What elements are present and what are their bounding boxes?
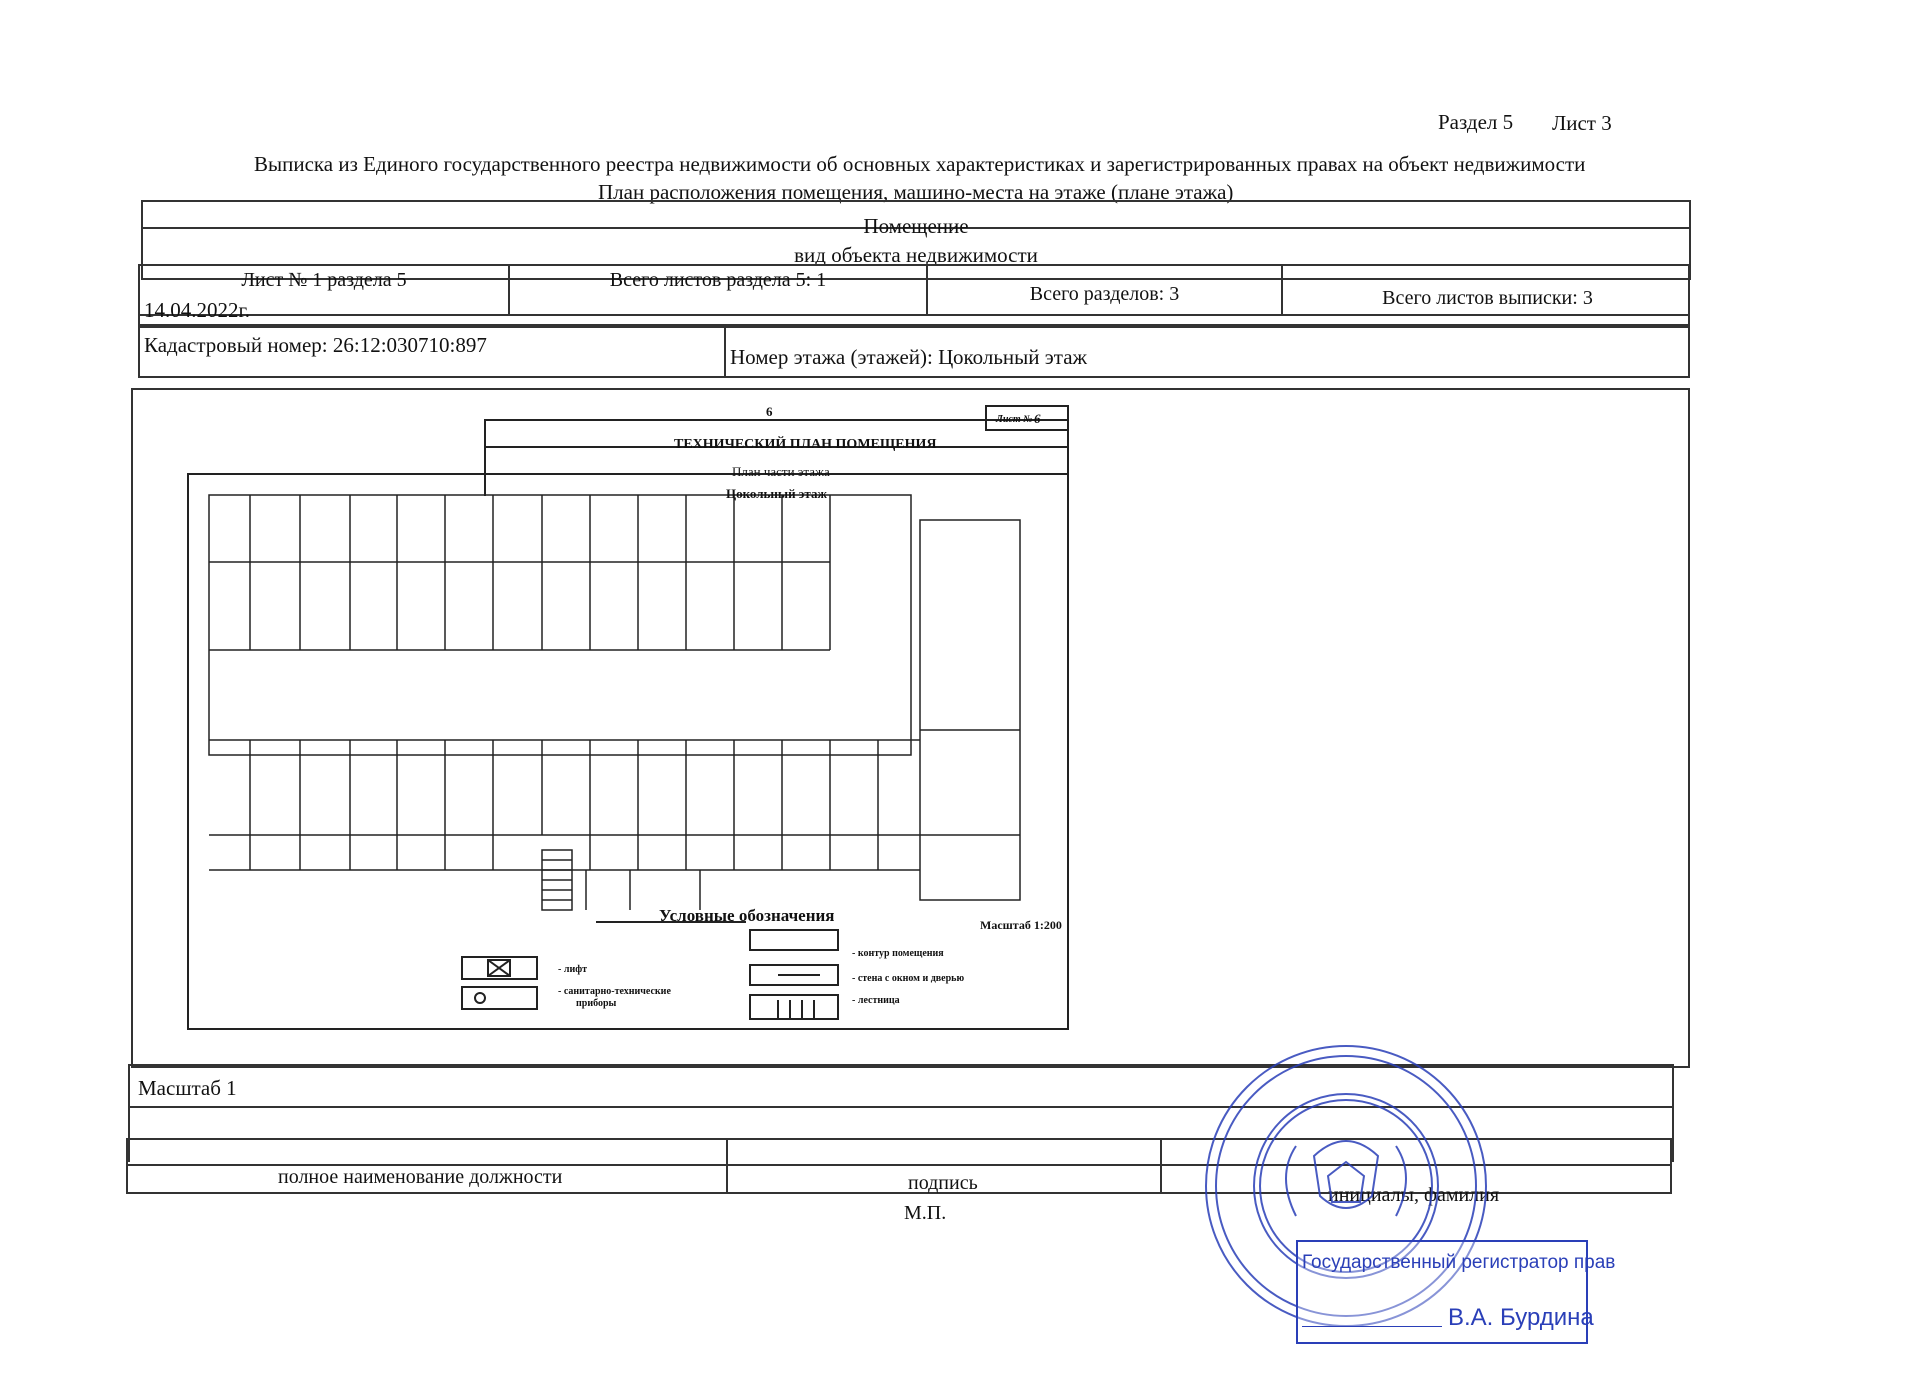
extract-date: 14.04.2022г.	[144, 298, 250, 322]
legend-stairs: - лестница	[852, 995, 900, 1006]
section-label: Раздел 5	[1438, 110, 1514, 134]
cadastral-row	[138, 326, 1690, 378]
total-sections: Всего разделов: 3	[928, 266, 1283, 314]
plan-scale: Масштаб 1:200	[980, 918, 1062, 932]
sheet-number: Лист № 1 раздела 5	[140, 266, 510, 314]
object-name: Помещение	[863, 214, 969, 238]
floor-plan-drawing	[180, 400, 1090, 1040]
legend-sanitary: - санитарно-технические	[558, 986, 671, 997]
plan-sheet-value: 6	[1034, 411, 1041, 426]
sheet-label: Лист 3	[1552, 111, 1612, 135]
legend-wall: - стена с окном и дверью	[852, 973, 965, 984]
plan-title: ТЕХНИЧЕСКИЙ ПЛАН ПОМЕЩЕНИЯ	[674, 437, 937, 452]
scale-label: Масштаб 1	[138, 1076, 237, 1100]
date-row	[138, 296, 1690, 326]
signature-label: подпись	[908, 1172, 978, 1194]
registrar-stamp	[1296, 1240, 1616, 1344]
floor-number: Номер этажа (этажей): Цокольный этаж	[730, 345, 1088, 369]
legend-contour: - контур помещения	[852, 948, 944, 959]
legend-lift: - лифт	[558, 964, 588, 975]
position-label: полное наименование должности	[278, 1166, 563, 1188]
initials-label: инициалы, фамилия	[1328, 1184, 1500, 1206]
plan-floor: Цокольный этаж	[726, 486, 827, 501]
document-subtitle: План расположения помещения, машино-места на этаже (плане этажа)	[598, 180, 1234, 204]
total-sheets-section: Всего листов раздела 5: 1	[510, 266, 928, 314]
registrar-name: В.А. Бурдина	[1448, 1304, 1594, 1331]
total-sheets-extract: Всего листов выписки: 3	[1382, 287, 1593, 309]
plan-sheet-label: Лист №	[996, 414, 1033, 425]
registrar-title: Государственный регистратор прав	[1302, 1252, 1616, 1273]
plan-page-number: 6	[766, 404, 773, 419]
plan-part: План части этажа	[732, 464, 830, 479]
cadastral-number: Кадастровый номер: 26:12:030710:897	[144, 333, 487, 357]
object-kind: вид объекта недвижимости	[794, 243, 1038, 267]
legend-sanitary-2: приборы	[576, 998, 617, 1009]
seal-label: М.П.	[904, 1202, 947, 1224]
legend-title: Условные обозначения	[659, 906, 835, 925]
document-title: Выписка из Единого государственного реестра недвижимости об основных характеристиках и зарегистрированных правах на объект недвижимости	[254, 152, 1586, 176]
